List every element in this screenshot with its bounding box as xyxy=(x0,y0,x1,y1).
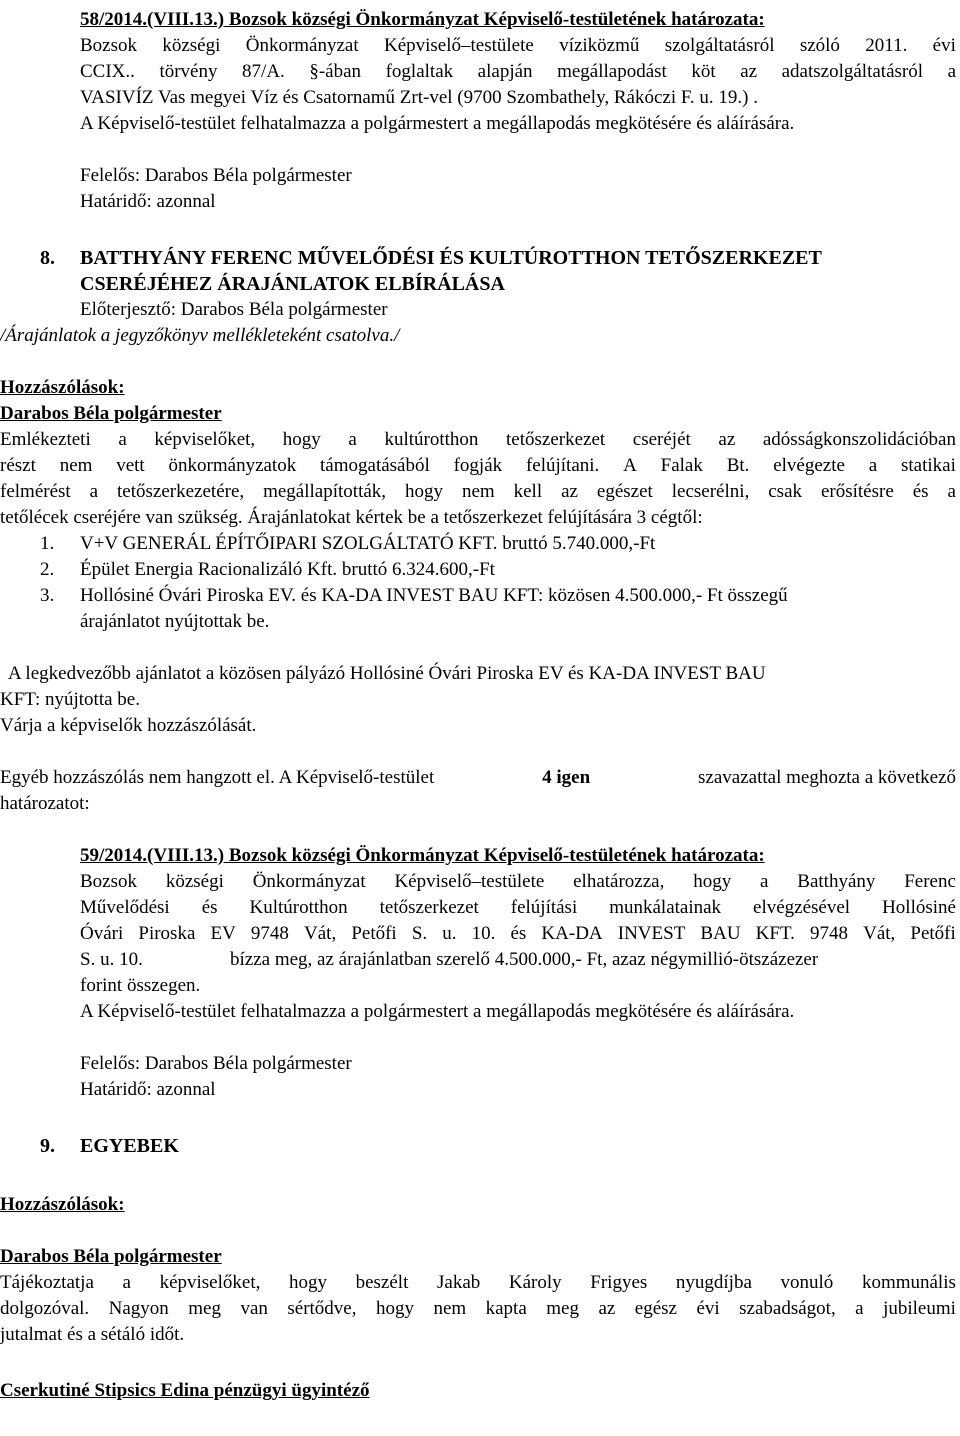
resolution-59-line-5: forint összegen. xyxy=(80,975,201,996)
item-8-text-line-3: felmérést a tetőszerkezetére, megállapították, hogy nem kell az egészet lecserélni, csak erősítésre és a xyxy=(0,481,956,502)
vote-line-2: határozatot: xyxy=(0,793,90,814)
resolution-59-line-4b: bízza meg, az árajánlatban szerelő 4.500.000,- Ft, azaz négymillió-ötszázezer xyxy=(230,949,819,970)
resolution-58-line-2: CCIX.. törvény 87/A. §-ában foglaltak alapján megállapodást köt az adatszolgáltatásról a xyxy=(80,61,956,82)
offer-1: 1. V+V GENERÁL ÉPÍTŐIPARI SZOLGÁLTATÓ KFT. bruttó 5.740.000,-Ft xyxy=(40,533,656,554)
item-9-text-line-3: jutalmat és a sétáló időt. xyxy=(0,1324,185,1345)
vote-line-1: Egyéb hozzászólás nem hangzott el. A Képviselő-testület 4 igen szavazattal meghozta a következő xyxy=(0,767,956,788)
item-8-comments-label: Hozzászólások: xyxy=(0,377,125,398)
resolution-59-responsible: Felelős: Darabos Béla polgármester xyxy=(80,1053,352,1074)
resolution-59-line-3: Óvári Piroska EV 9748 Vát, Petőfi S. u. 10. és KA-DA INVEST BAU KFT. 9748 Vát, Petőfi xyxy=(80,923,956,944)
item-9-title: EGYEBEK xyxy=(80,1135,179,1157)
best-offer-line-2: KFT: nyújtotta be. xyxy=(0,689,140,710)
item-8-text-line-1: Emlékezteti a képviselőket, hogy a kultúrotthon tetőszerkezet cseréjét az adósságkonszolidációban xyxy=(0,429,956,450)
item-8-text-line-2: részt nem vett önkormányzatok támogatásából fogják felújítani. A Falak Bt. elvégezte a statikai xyxy=(0,455,956,476)
item-8-speaker: Darabos Béla polgármester xyxy=(0,403,222,424)
resolution-59-deadline: Határidő: azonnal xyxy=(80,1079,216,1100)
item-9-text-line-2: dolgozóval. Nagyon meg van sértődve, hogy nem kapta meg az egész évi szabadságot, a jubileumi xyxy=(0,1298,956,1319)
offer-2: 2. Épület Energia Racionalizáló Kft. bruttó 6.324.600,-Ft xyxy=(40,559,495,580)
resolution-59-heading: 59/2014.(VIII.13.) Bozsok községi Önkormányzat Képviselő-testületének határozata: xyxy=(80,845,765,866)
item-8-attachment-note: /Árajánlatok a jegyzőkönyv mellékleteként csatolva./ xyxy=(0,325,400,346)
item-9-speaker: Darabos Béla polgármester xyxy=(0,1246,222,1267)
item-8-text-line-4: tetőlécek cseréjére van szükség. Árajánlatokat kértek be a tetőszerkezet felújítására 3 cégtől: xyxy=(0,507,703,528)
item-8-title-line-1: BATTHYÁNY FERENC MŰVELŐDÉSI ÉS KULTÚROTTHON TETŐSZERKEZET xyxy=(80,247,822,269)
resolution-59-authorization: A Képviselő-testület felhatalmazza a polgármestert a megállapodás megkötésére és aláírására. xyxy=(80,1001,795,1022)
item-9-next-speaker: Cserkutiné Stipsics Edina pénzügyi ügyintéző xyxy=(0,1380,370,1401)
item-8-number: 8. xyxy=(40,247,55,269)
resolution-58-deadline: Határidő: azonnal xyxy=(80,191,216,212)
offer-3-continuation: árajánlatot nyújtottak be. xyxy=(80,611,270,632)
item-8-title-line-2: CSERÉJÉHEZ ÁRAJÁNLATOK ELBÍRÁLÁSA xyxy=(80,273,505,295)
item-8-presenter: Előterjesztő: Darabos Béla polgármester xyxy=(80,299,388,320)
resolution-59-line-1: Bozsok községi Önkormányzat Képviselő–testülete elhatározza, hogy a Batthyány Ferenc xyxy=(80,871,956,892)
offer-3: 3. Hollósiné Óvári Piroska EV. és KA-DA INVEST BAU KFT: közösen 4.500.000,- Ft összegű xyxy=(40,585,788,606)
item-9-comments-label: Hozzászólások: xyxy=(0,1194,125,1215)
resolution-58-authorization: A Képviselő-testület felhatalmazza a polgármestert a megállapodás megkötésére és aláírására. xyxy=(80,113,795,134)
item-9-text-line-1: Tájékoztatja a képviselőket, hogy beszélt Jakab Károly Frigyes nyugdíjba vonuló kommunális xyxy=(0,1272,956,1293)
resolution-59-line-2: Művelődési és Kultúrotthon tetőszerkezet felújítási munkálatainak elvégzésével Hollósiné xyxy=(80,897,956,918)
resolution-59-line-4a: S. u. 10. xyxy=(80,949,143,970)
awaiting-comments: Várja a képviselők hozzászólását. xyxy=(0,715,257,736)
best-offer-line-1: A legkedvezőbb ajánlatot a közösen pályázó Hollósiné Óvári Piroska EV és KA-DA INVEST BAU xyxy=(8,663,766,684)
resolution-58-responsible: Felelős: Darabos Béla polgármester xyxy=(80,165,352,186)
resolution-58-line-1: Bozsok községi Önkormányzat Képviselő–testülete víziközmű szolgáltatásról szóló 2011. évi xyxy=(80,35,956,56)
resolution-58-heading: 58/2014.(VIII.13.) Bozsok községi Önkormányzat Képviselő-testületének határozata: xyxy=(80,9,765,30)
resolution-58-line-3: VASIVÍZ Vas megyei Víz és Csatornamű Zrt-vel (9700 Szombathely, Rákóczi F. u. 19.) . xyxy=(80,87,758,108)
item-9-number: 9. xyxy=(40,1135,55,1157)
